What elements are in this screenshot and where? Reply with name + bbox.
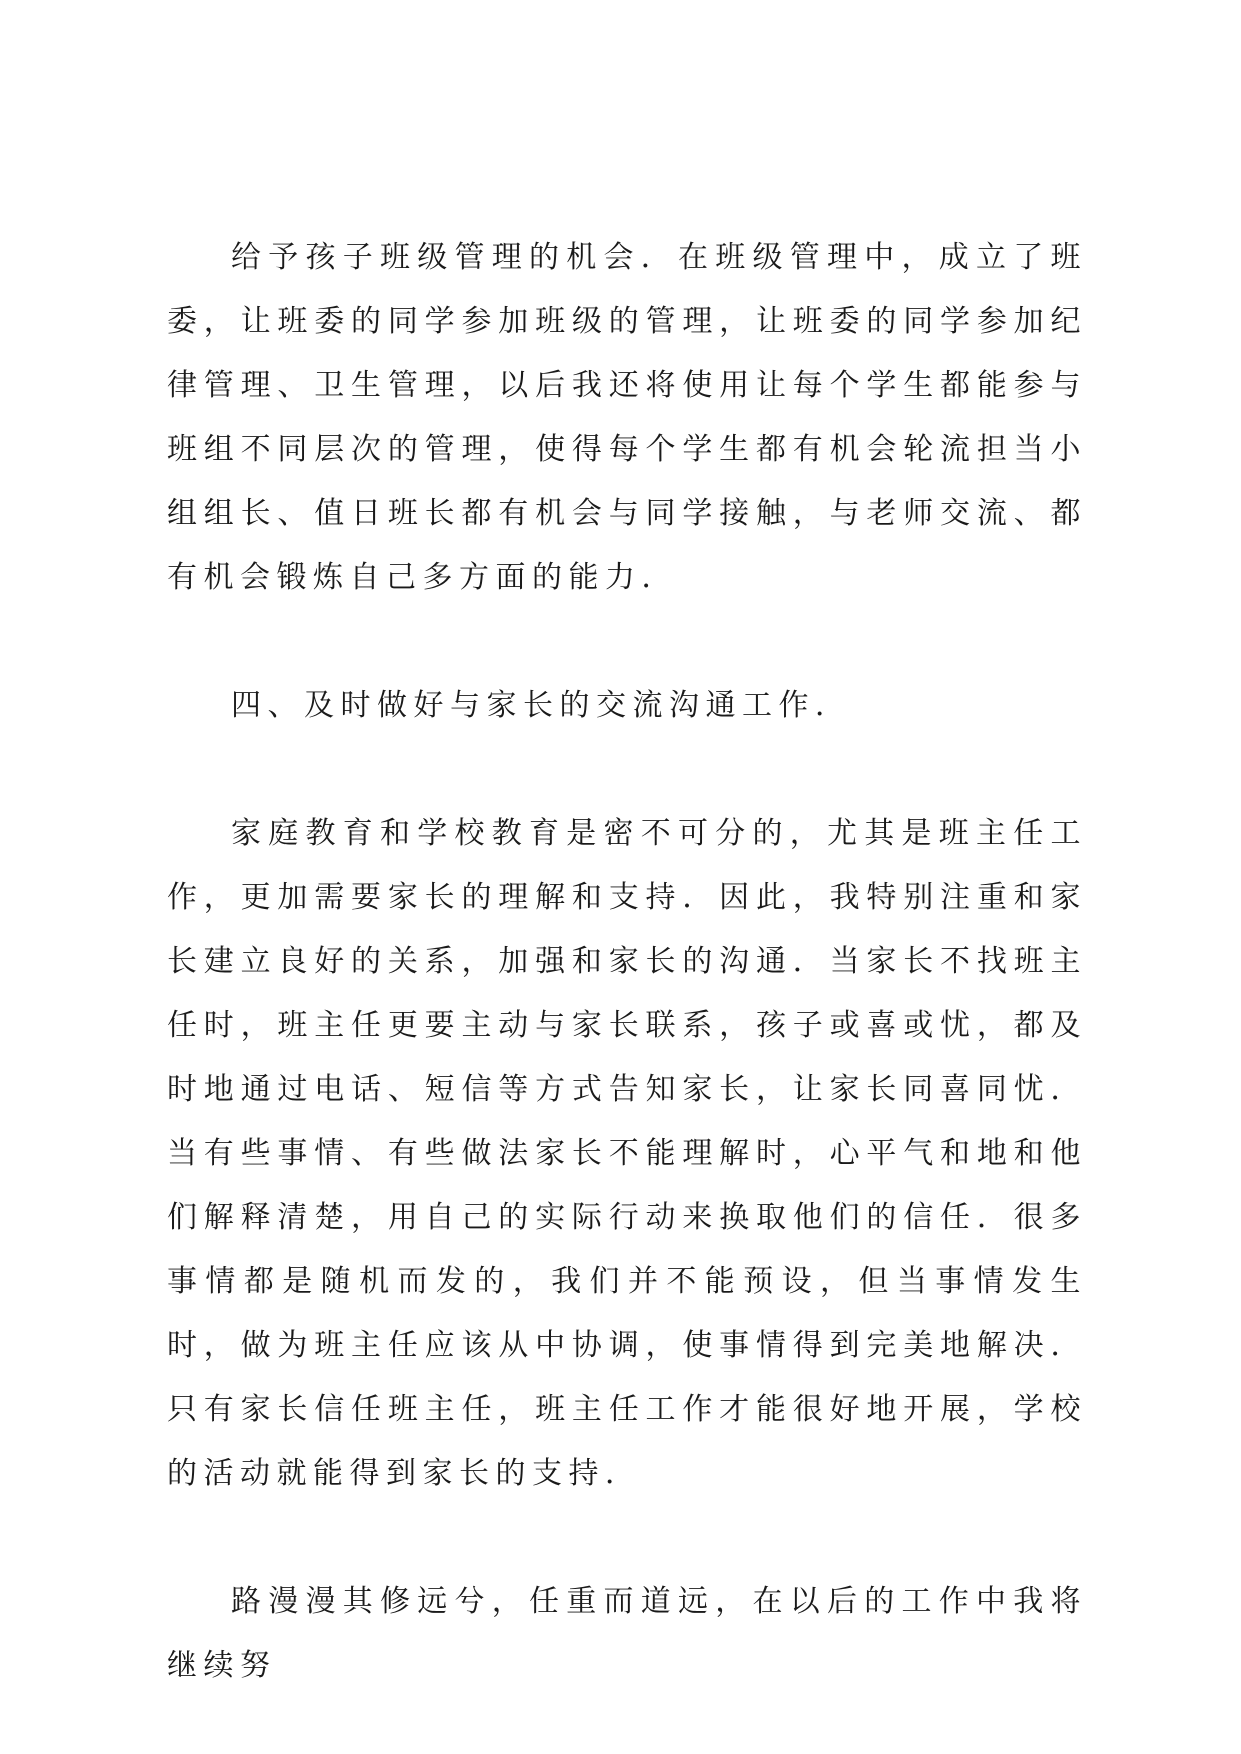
paragraph-closing: 路漫漫其修远兮，任重而道远，在以后的工作中我将继续努 (167, 1584, 1087, 1683)
document-body (167, 226, 1087, 1698)
paragraph-class-management: 给予孩子班级管理的机会．在班级管理中，成立了班委，让班委的同学参加班级的管理，让班委的同学参加纪律管理、卫生管理，以后我还将使用让每个学生都能参与班组不同层次的管理，使得每个学生都有机会轮流担当小组组长、值日班长都有机会与同学接触，与老师交流、都有机会锻炼自己多方面的能力． (167, 240, 1087, 595)
paragraph-parent-communication: 家庭教育和学校教育是密不可分的，尤其是班主任工作，更加需要家长的理解和支持．因此，我特别注重和家长建立良好的关系，加强和家长的沟通．当家长不找班主任时，班主任更要主动与家长联系，孩子或喜或忧，都及时地通过电话、短信等方式告知家长，让家长同喜同忧．当有些事情、有些做法家长不能理解时，心平气和地和他们解释清楚，用自己的实际行动来换取他们的信任．很多事情都是随机而发的，我们并不能预设，但当事情发生时，做为班主任应该从中协调，使事情得到完美地解决．只有家长信任班主任，班主任工作才能很好地开展，学校的活动就能得到家长的支持． (167, 816, 1087, 1491)
section-heading-parent-communication: 四、及时做好与家长的交流沟通工作． (231, 688, 852, 723)
